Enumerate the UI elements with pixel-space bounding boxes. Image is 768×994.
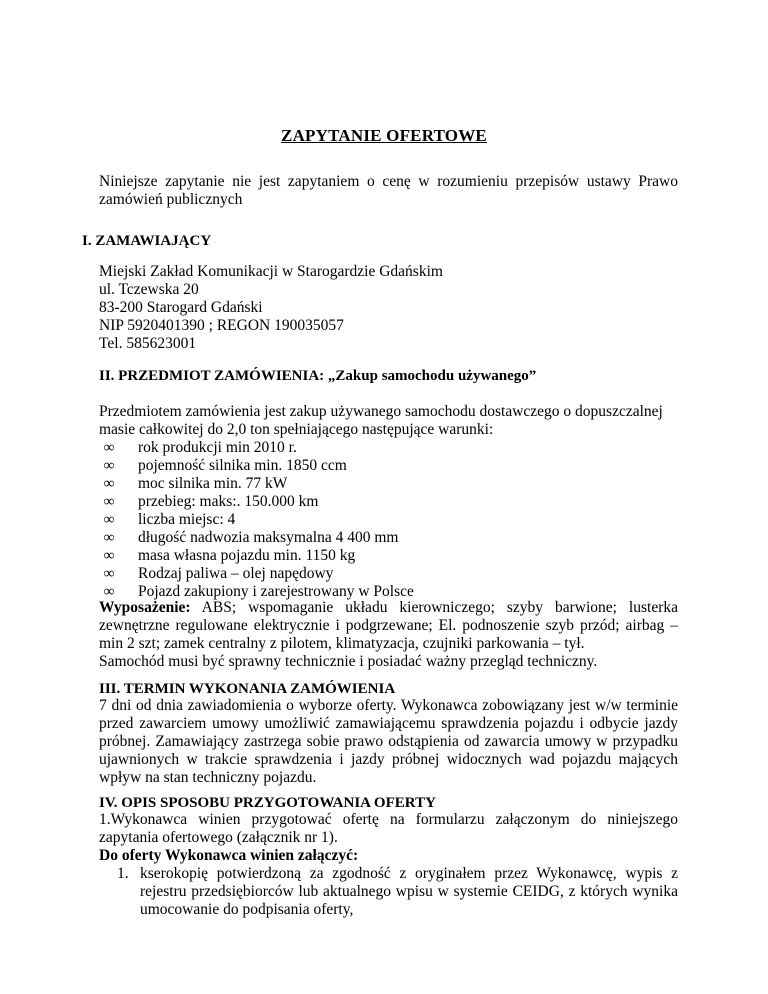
requirement-text: masa własna pojazdu min. 1150 kg	[138, 547, 356, 564]
authority-name: Miejski Zakład Komunikacji w Starogardzie Gdańskim	[99, 263, 443, 280]
equipment-label: Wyposażenie:	[99, 599, 191, 616]
infinity-bullet-icon: ∞	[103, 439, 115, 456]
section-4-heading: IV. OPIS SPOSOBU PRZYGOTOWANIA OFERTY	[99, 795, 436, 811]
section-4-text: 1.Wykonawca winien przygotować ofertę na formularzu załączonym do niniejszego zapytania ofertowego (załącznik nr 1).	[99, 811, 678, 846]
list-item	[99, 475, 678, 493]
authority-street: ul. Tczewska 20	[99, 281, 199, 298]
authority-city: 83-200 Starogard Gdański	[99, 299, 263, 316]
equipment-paragraph	[99, 599, 678, 653]
list-item-number: 1.	[117, 865, 129, 882]
list-item-text: kserokopię potwierdzoną za zgodność z oryginałem przez Wykonawcę, wypis z rejestru przedsiębiorców lub aktualnego wpisu w systemie CEIDG, z których wynika umocowanie do podpisania oferty,	[140, 865, 678, 918]
infinity-bullet-icon: ∞	[103, 529, 115, 546]
condition-paragraph: Samochód musi być sprawny technicznie i posiadać ważny przegląd techniczny.	[99, 653, 598, 670]
intro-paragraph: Niniejsze zapytanie nie jest zapytaniem o cenę w rozumieniu przepisów ustawy Prawo zamówień publicznych	[99, 173, 678, 208]
list-item	[117, 865, 678, 919]
authority-phone: Tel. 585623001	[99, 335, 197, 352]
section-2-intro-line-2: masie całkowitej do 2,0 ton spełniającego następujące warunki:	[99, 421, 494, 438]
section-2-intro	[99, 403, 678, 439]
list-item	[99, 439, 678, 457]
authority-tax-ids: NIP 5920401390 ; REGON 190035057	[99, 317, 344, 334]
infinity-bullet-icon: ∞	[103, 475, 115, 492]
list-item	[99, 529, 678, 547]
requirement-text: rok produkcji min 2010 r.	[138, 439, 297, 456]
requirement-text: Pojazd zakupiony i zarejestrowany w Polsce	[138, 583, 414, 600]
section-3-text: 7 dni od dnia zawiadomienia o wyborze oferty. Wykonawca zobowiązany jest w/w terminie przed zawarciem umowy umożliwić zamawiającemu sprawdzenia pojazdu i odbycie jazdy próbnej. Zamawiający zastrzega sobie prawo odstąpienia od zawarcia umowy w przypadku ujawnionych w trakcie sprawdzenia i jazdy próbnej widocznych wad pojazdu mających wpływ na stan techniczny pojazdu.	[99, 697, 678, 786]
infinity-bullet-icon: ∞	[103, 547, 115, 564]
requirement-text: pojemność silnika min. 1850 ccm	[138, 457, 347, 474]
requirements-list	[99, 439, 678, 601]
requirement-text: Rodzaj paliwa – olej napędowy	[138, 565, 334, 582]
infinity-bullet-icon: ∞	[103, 493, 115, 510]
requirement-text: długość nadwozia maksymalna 4 400 mm	[138, 529, 399, 546]
section-2-intro-line-1: Przedmiotem zamówienia jest zakup używanego samochodu dostawczego o dopuszczalnej	[99, 403, 663, 420]
document-title: ZAPYTANIE OFERTOWE	[281, 126, 487, 145]
attachments-list	[117, 865, 678, 919]
section-2-heading: II. PRZEDMIOT ZAMÓWIENIA: „Zakup samochodu używanego”	[99, 368, 537, 384]
requirement-text: przebieg: maks:. 150.000 km	[138, 493, 319, 510]
infinity-bullet-icon: ∞	[103, 511, 115, 528]
attachments-label: Do oferty Wykonawca winien załączyć:	[99, 847, 359, 864]
list-item	[99, 565, 678, 583]
infinity-bullet-icon: ∞	[103, 565, 115, 582]
list-item	[99, 547, 678, 565]
section-3-heading: III. TERMIN WYKONANIA ZAMÓWIENIA	[99, 681, 396, 697]
list-item	[99, 457, 678, 475]
requirement-text: moc silnika min. 77 kW	[138, 475, 288, 492]
requirement-text: liczba miejsc: 4	[138, 511, 236, 528]
infinity-bullet-icon: ∞	[103, 457, 115, 474]
list-item	[99, 493, 678, 511]
contracting-authority-details	[99, 263, 678, 353]
infinity-bullet-icon: ∞	[103, 583, 115, 600]
list-item	[99, 511, 678, 529]
equipment-text: ABS; wspomaganie układu kierowniczego; szyby barwione; lusterka zewnętrzne regulowane elektrycznie i podgrzewane; El. podnoszenie szyb przód; airbag – min 2 szt; zamek centralny z pilotem, klimatyzacja, czujniki parkowania – tył.	[99, 599, 678, 652]
section-1-heading: I. ZAMAWIAJĄCY	[82, 233, 212, 249]
